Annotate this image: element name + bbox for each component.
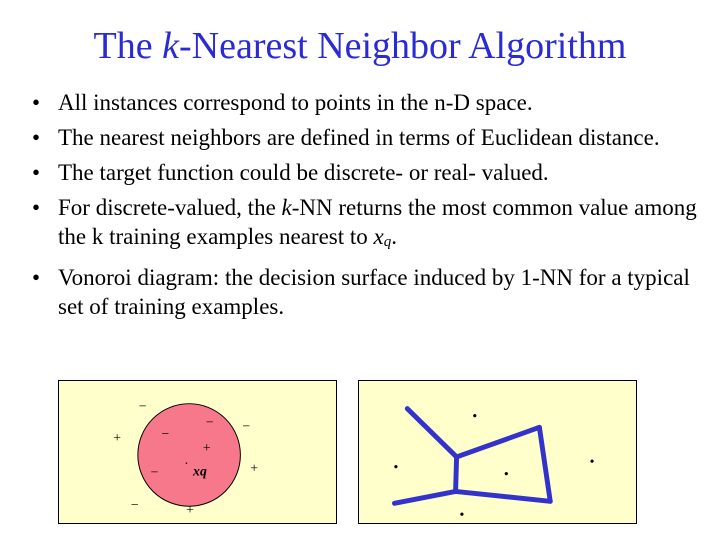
bullet-text: Vonoroi diagram: the decision surface induced by 1-NN for a typical set of training examples. [58, 265, 690, 319]
knn-diagram [59, 381, 336, 523]
bullet-text: The target function could be discrete- or real- valued. [58, 160, 549, 185]
minus-sample: − [138, 398, 147, 414]
bullet-text-part: . [391, 224, 397, 249]
minus-sample: − [242, 418, 251, 434]
plus-sample: + [113, 430, 121, 446]
query-point-label: xq [193, 463, 207, 479]
bullet-sub-q: q [383, 234, 392, 250]
voronoi-edge [456, 457, 457, 492]
knn-neighborhood-circle [138, 404, 241, 507]
voronoi-edge [394, 491, 455, 503]
bullet-item [30, 158, 700, 187]
plus-sample: + [202, 440, 211, 455]
voronoi-edge [539, 427, 550, 501]
bullet-text [58, 195, 697, 249]
bullet-item [30, 263, 700, 321]
title-prefix: The [93, 25, 163, 67]
voronoi-edge [457, 427, 540, 457]
voronoi-edge [407, 409, 456, 457]
training-point: • [393, 459, 399, 475]
bullet-x: x [373, 224, 384, 249]
bullet-text-part: -NN returns the most common value among the k training examples nearest to [58, 195, 697, 249]
training-point: • [472, 408, 478, 424]
minus-sample: − [130, 497, 139, 513]
plus-sample: + [186, 502, 194, 518]
voronoi-edge [456, 491, 551, 501]
slide-title [0, 24, 720, 70]
bullet-dot: • [32, 265, 41, 290]
bullet-item [30, 88, 700, 117]
query-point-dot: · [184, 455, 189, 471]
bullet-item [30, 193, 700, 257]
plus-sample: + [250, 460, 259, 476]
training-point: • [503, 466, 509, 482]
minus-sample: − [150, 464, 159, 480]
bullet-k: k [281, 195, 292, 220]
title-k: k [162, 25, 179, 67]
bullet-text: All instances correspond to points in the n-D space. [58, 90, 533, 115]
bullet-dot: • [32, 125, 41, 150]
training-point: • [589, 453, 595, 469]
bullet-dot: • [32, 90, 41, 115]
bullet-list [30, 88, 700, 327]
minus-sample: − [161, 426, 170, 442]
bullet-dot: • [32, 160, 41, 185]
voronoi-diagram-panel [358, 380, 637, 524]
voronoi-diagram [359, 381, 636, 523]
knn-diagram-panel [58, 380, 337, 524]
bullet-text-part: For discrete-valued, the [58, 195, 282, 220]
bullet-text: The nearest neighbors are defined in terms of Euclidean distance. [58, 125, 660, 150]
bullet-dot: • [32, 195, 41, 220]
bullet-item [30, 123, 700, 152]
training-point: • [459, 507, 465, 523]
title-suffix: -Nearest Neighbor Algorithm [179, 25, 627, 67]
minus-sample: − [205, 414, 214, 430]
